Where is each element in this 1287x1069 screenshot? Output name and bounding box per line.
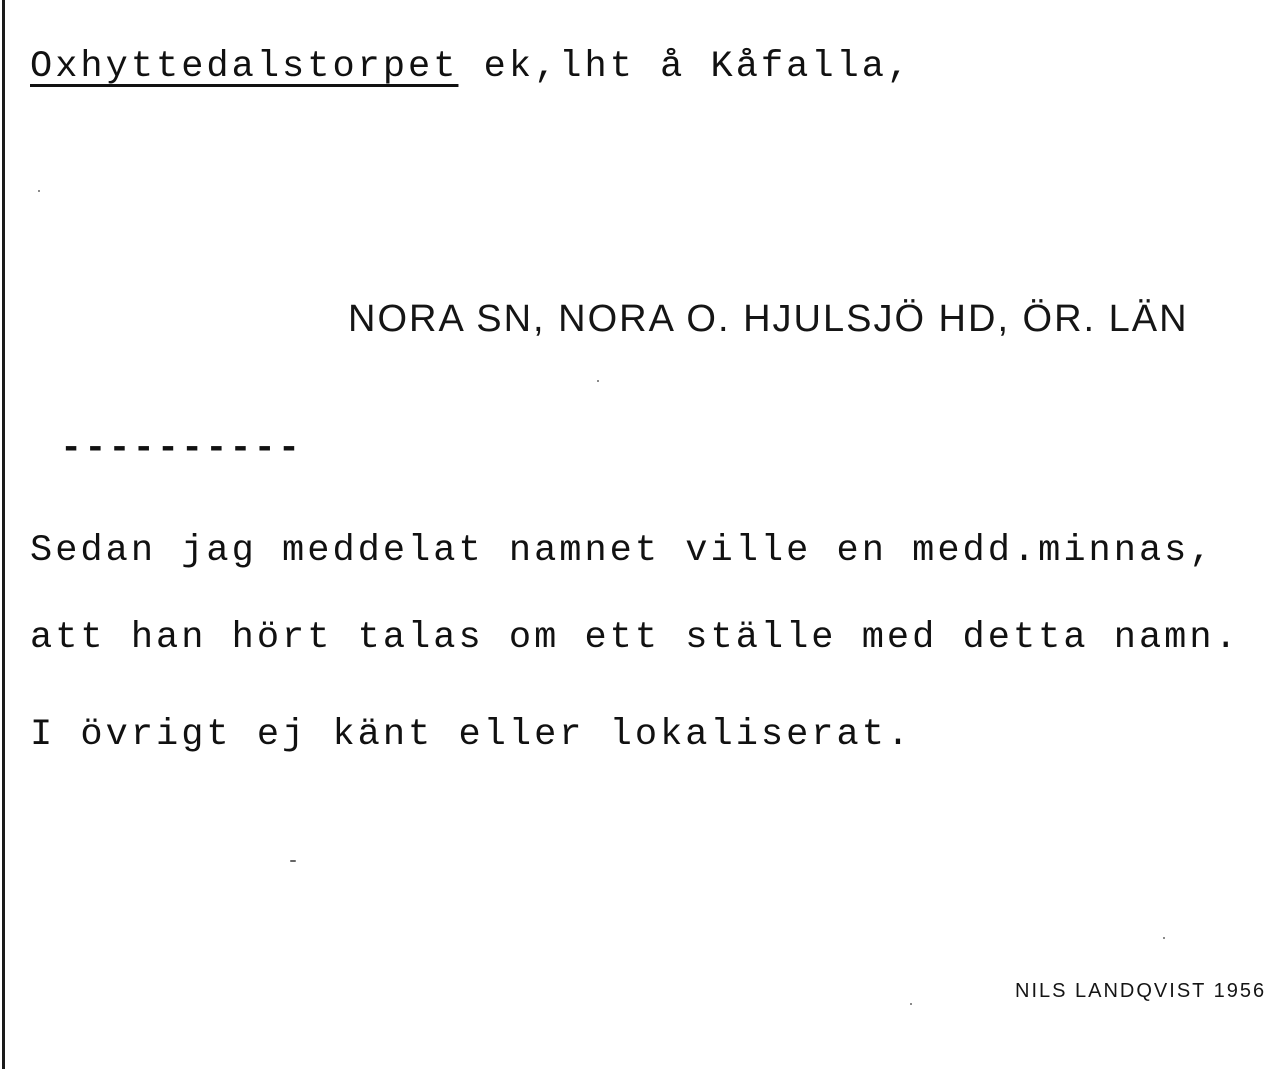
scan-speck [597,380,599,382]
signature: NILS LANDQVIST 1956 [1015,980,1267,1002]
body-line: Sedan jag meddelat namnet ville en medd.minnas, [30,530,1215,572]
scan-speck [1163,937,1165,939]
body-line: att han hört talas om ett ställe med detta namn. [30,617,1240,659]
headword-description: ek,lht å Kåfalla, [458,46,913,88]
headword: Oxhyttedalstorpet [30,46,459,88]
scan-speck [290,860,296,862]
card-left-edge [2,0,5,1069]
separator-line: ---------- [60,428,303,470]
scan-speck [910,1003,912,1005]
body-line: I övrigt ej känt eller lokaliserat. [30,714,913,756]
scan-speck [38,190,40,192]
headword-line [30,46,912,88]
parish-line: NORA SN, NORA O. HJULSJÖ HD, ÖR. LÄN [348,298,1189,340]
